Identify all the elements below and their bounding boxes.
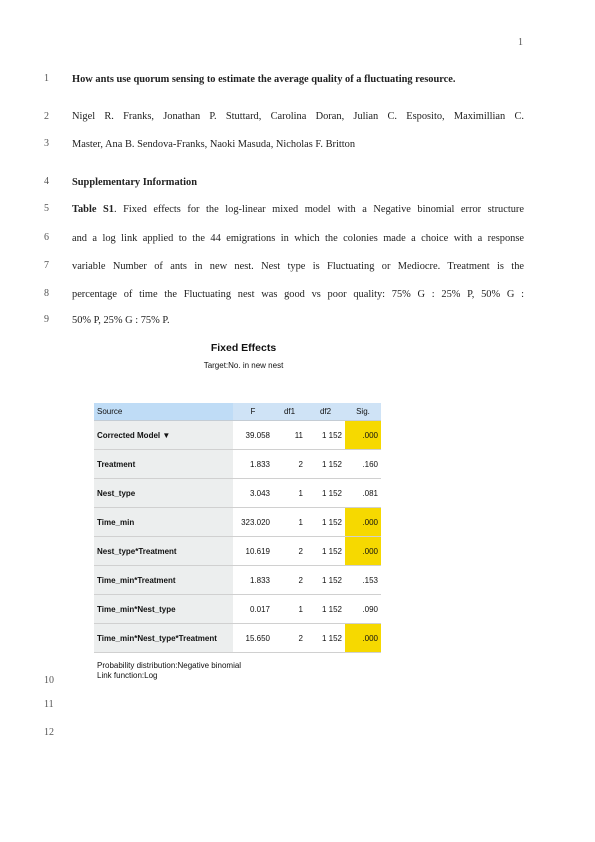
caption-line <box>72 203 524 216</box>
table-row <box>94 421 381 450</box>
cell-df1: 2 <box>273 624 306 653</box>
fixed-effects-target: Target:No. in new nest <box>203 361 284 370</box>
line-number: 12 <box>44 727 54 738</box>
cell-sig: .090 <box>345 595 381 624</box>
cell-df1: 2 <box>273 566 306 595</box>
section-heading: Supplementary Information <box>72 177 197 188</box>
table-row <box>94 566 381 595</box>
column-header-source: Source <box>94 403 233 421</box>
table-label: Table S1 <box>72 204 114 215</box>
cell-df1: 1 <box>273 479 306 508</box>
cell-df2: 1 152 <box>306 508 345 537</box>
cell-df1: 1 <box>273 508 306 537</box>
table-row <box>94 479 381 508</box>
cell-df2: 1 152 <box>306 537 345 566</box>
column-header-f: F <box>233 403 273 421</box>
table-row <box>94 537 381 566</box>
cell-sig: .153 <box>345 566 381 595</box>
table-row <box>94 595 381 624</box>
cell-df1: 2 <box>273 537 306 566</box>
caption-line: variable Number of ants in new nest. Nest type is Fluctuating or Mediocre. Treatment is the <box>72 261 524 272</box>
fixed-effects-table <box>94 403 381 653</box>
line-number: 9 <box>44 314 49 325</box>
column-header-df2: df2 <box>306 403 345 421</box>
cell-source: Time_min <box>94 508 233 537</box>
column-header-sig: Sig. <box>345 403 381 421</box>
cell-source: Time_min*Nest_type <box>94 595 233 624</box>
table-row <box>94 450 381 479</box>
cell-source: Time_min*Treatment <box>94 566 233 595</box>
cell-f: 3.043 <box>233 479 273 508</box>
cell-f: 1.833 <box>233 450 273 479</box>
cell-sig: .160 <box>345 450 381 479</box>
cell-source: Time_min*Nest_type*Treatment <box>94 624 233 653</box>
line-number: 2 <box>44 111 49 122</box>
caption-line: and a log link applied to the 44 emigrations in which the colonies made a choice with a response <box>72 233 524 244</box>
cell-df1: 2 <box>273 450 306 479</box>
table-row <box>94 508 381 537</box>
page-number: 1 <box>518 37 523 48</box>
cell-f: 323.020 <box>233 508 273 537</box>
cell-source: Nest_type*Treatment <box>94 537 233 566</box>
cell-df1: 11 <box>273 421 306 450</box>
line-number: 11 <box>44 699 54 710</box>
cell-f: 10.619 <box>233 537 273 566</box>
line-number: 3 <box>44 138 49 149</box>
cell-df2: 1 152 <box>306 566 345 595</box>
fixed-effects-title: Fixed Effects <box>210 342 277 354</box>
cell-f: 1.833 <box>233 566 273 595</box>
cell-sig: .081 <box>345 479 381 508</box>
author-line: Nigel R. Franks, Jonathan P. Stuttard, Carolina Doran, Julian C. Esposito, Maximillian C. <box>72 111 524 122</box>
line-number: 10 <box>44 675 54 686</box>
footnote-link: Link function:Log <box>97 671 158 680</box>
cell-sig: .000 <box>345 537 381 566</box>
caption-line: percentage of time the Fluctuating nest was good vs poor quality: 75% G : 25% P, 50% G : <box>72 289 524 300</box>
cell-df2: 1 152 <box>306 450 345 479</box>
cell-sig: .000 <box>345 624 381 653</box>
cell-f: 39.058 <box>233 421 273 450</box>
line-number: 4 <box>44 176 49 187</box>
cell-df2: 1 152 <box>306 421 345 450</box>
cell-df2: 1 152 <box>306 595 345 624</box>
line-number: 5 <box>44 203 49 214</box>
cell-df2: 1 152 <box>306 624 345 653</box>
line-number: 6 <box>44 232 49 243</box>
footnote-distribution: Probability distribution:Negative binomial <box>97 661 242 670</box>
cell-f: 15.650 <box>233 624 273 653</box>
table-header-row <box>94 403 381 421</box>
line-number: 1 <box>44 73 49 84</box>
caption-line: 50% P, 25% G : 75% P. <box>72 315 170 326</box>
cell-source: Treatment <box>94 450 233 479</box>
author-line: Master, Ana B. Sendova-Franks, Naoki Masuda, Nicholas F. Britton <box>72 139 356 150</box>
table-row <box>94 624 381 653</box>
line-number: 8 <box>44 288 49 299</box>
cell-source: Nest_type <box>94 479 233 508</box>
column-header-df1: df1 <box>273 403 306 421</box>
cell-sig: .000 <box>345 508 381 537</box>
line-number: 7 <box>44 260 49 271</box>
cell-f: 0.017 <box>233 595 273 624</box>
cell-source[interactable]: Corrected Model ▼ <box>94 421 233 450</box>
cell-sig: .000 <box>345 421 381 450</box>
caption-text: . Fixed effects for the log-linear mixed model with a Negative binomial error structure <box>113 204 524 215</box>
paper-title: How ants use quorum sensing to estimate the average quality of a fluctuating resource. <box>72 74 456 85</box>
cell-df2: 1 152 <box>306 479 345 508</box>
cell-df1: 1 <box>273 595 306 624</box>
